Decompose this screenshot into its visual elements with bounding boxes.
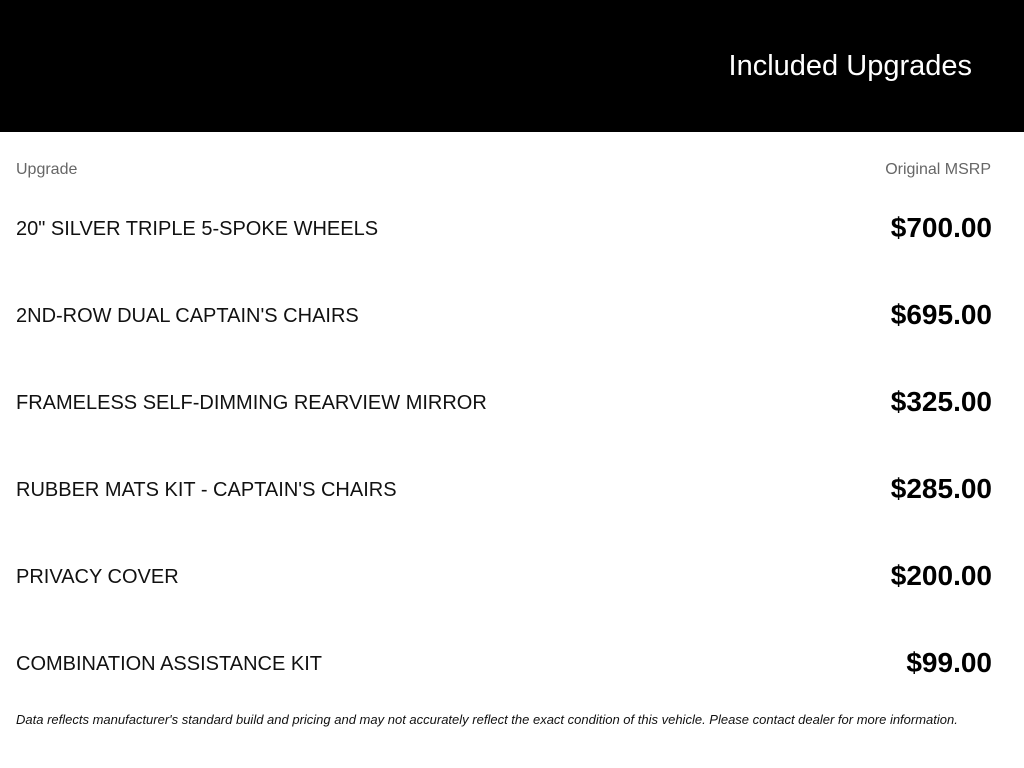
column-header-msrp: Original MSRP	[885, 161, 991, 178]
upgrade-name: COMBINATION ASSISTANCE KIT	[16, 653, 322, 675]
table-row	[0, 633, 1024, 720]
table-row	[0, 372, 1024, 459]
upgrade-name: 2ND-ROW DUAL CAPTAIN'S CHAIRS	[16, 305, 359, 327]
upgrade-name: 20" SILVER TRIPLE 5-SPOKE WHEELS	[16, 218, 379, 240]
disclaimer-text: Data reflects manufacturer's standard build and pricing and may not accurately reflect the exact condition of this vehicle. Please contact dealer for more information.	[16, 712, 958, 727]
table-row	[0, 546, 1024, 633]
upgrade-name: RUBBER MATS KIT - CAPTAIN'S CHAIRS	[16, 479, 397, 501]
upgrade-price: $695.00	[890, 299, 992, 330]
table-row	[0, 198, 1024, 285]
table-row	[0, 285, 1024, 372]
upgrades-table	[0, 198, 1024, 720]
table-row	[0, 459, 1024, 546]
header-bar	[0, 0, 1024, 132]
upgrade-name: PRIVACY COVER	[16, 566, 179, 588]
page-title: Included Upgrades	[728, 50, 972, 82]
upgrade-price: $700.00	[890, 212, 992, 243]
upgrade-price: $285.00	[890, 473, 992, 504]
upgrade-price: $200.00	[890, 560, 992, 591]
upgrade-price: $325.00	[890, 386, 992, 417]
upgrade-name: FRAMELESS SELF-DIMMING REARVIEW MIRROR	[16, 392, 487, 414]
column-header-upgrade: Upgrade	[16, 161, 78, 178]
upgrade-price: $99.00	[906, 647, 992, 678]
